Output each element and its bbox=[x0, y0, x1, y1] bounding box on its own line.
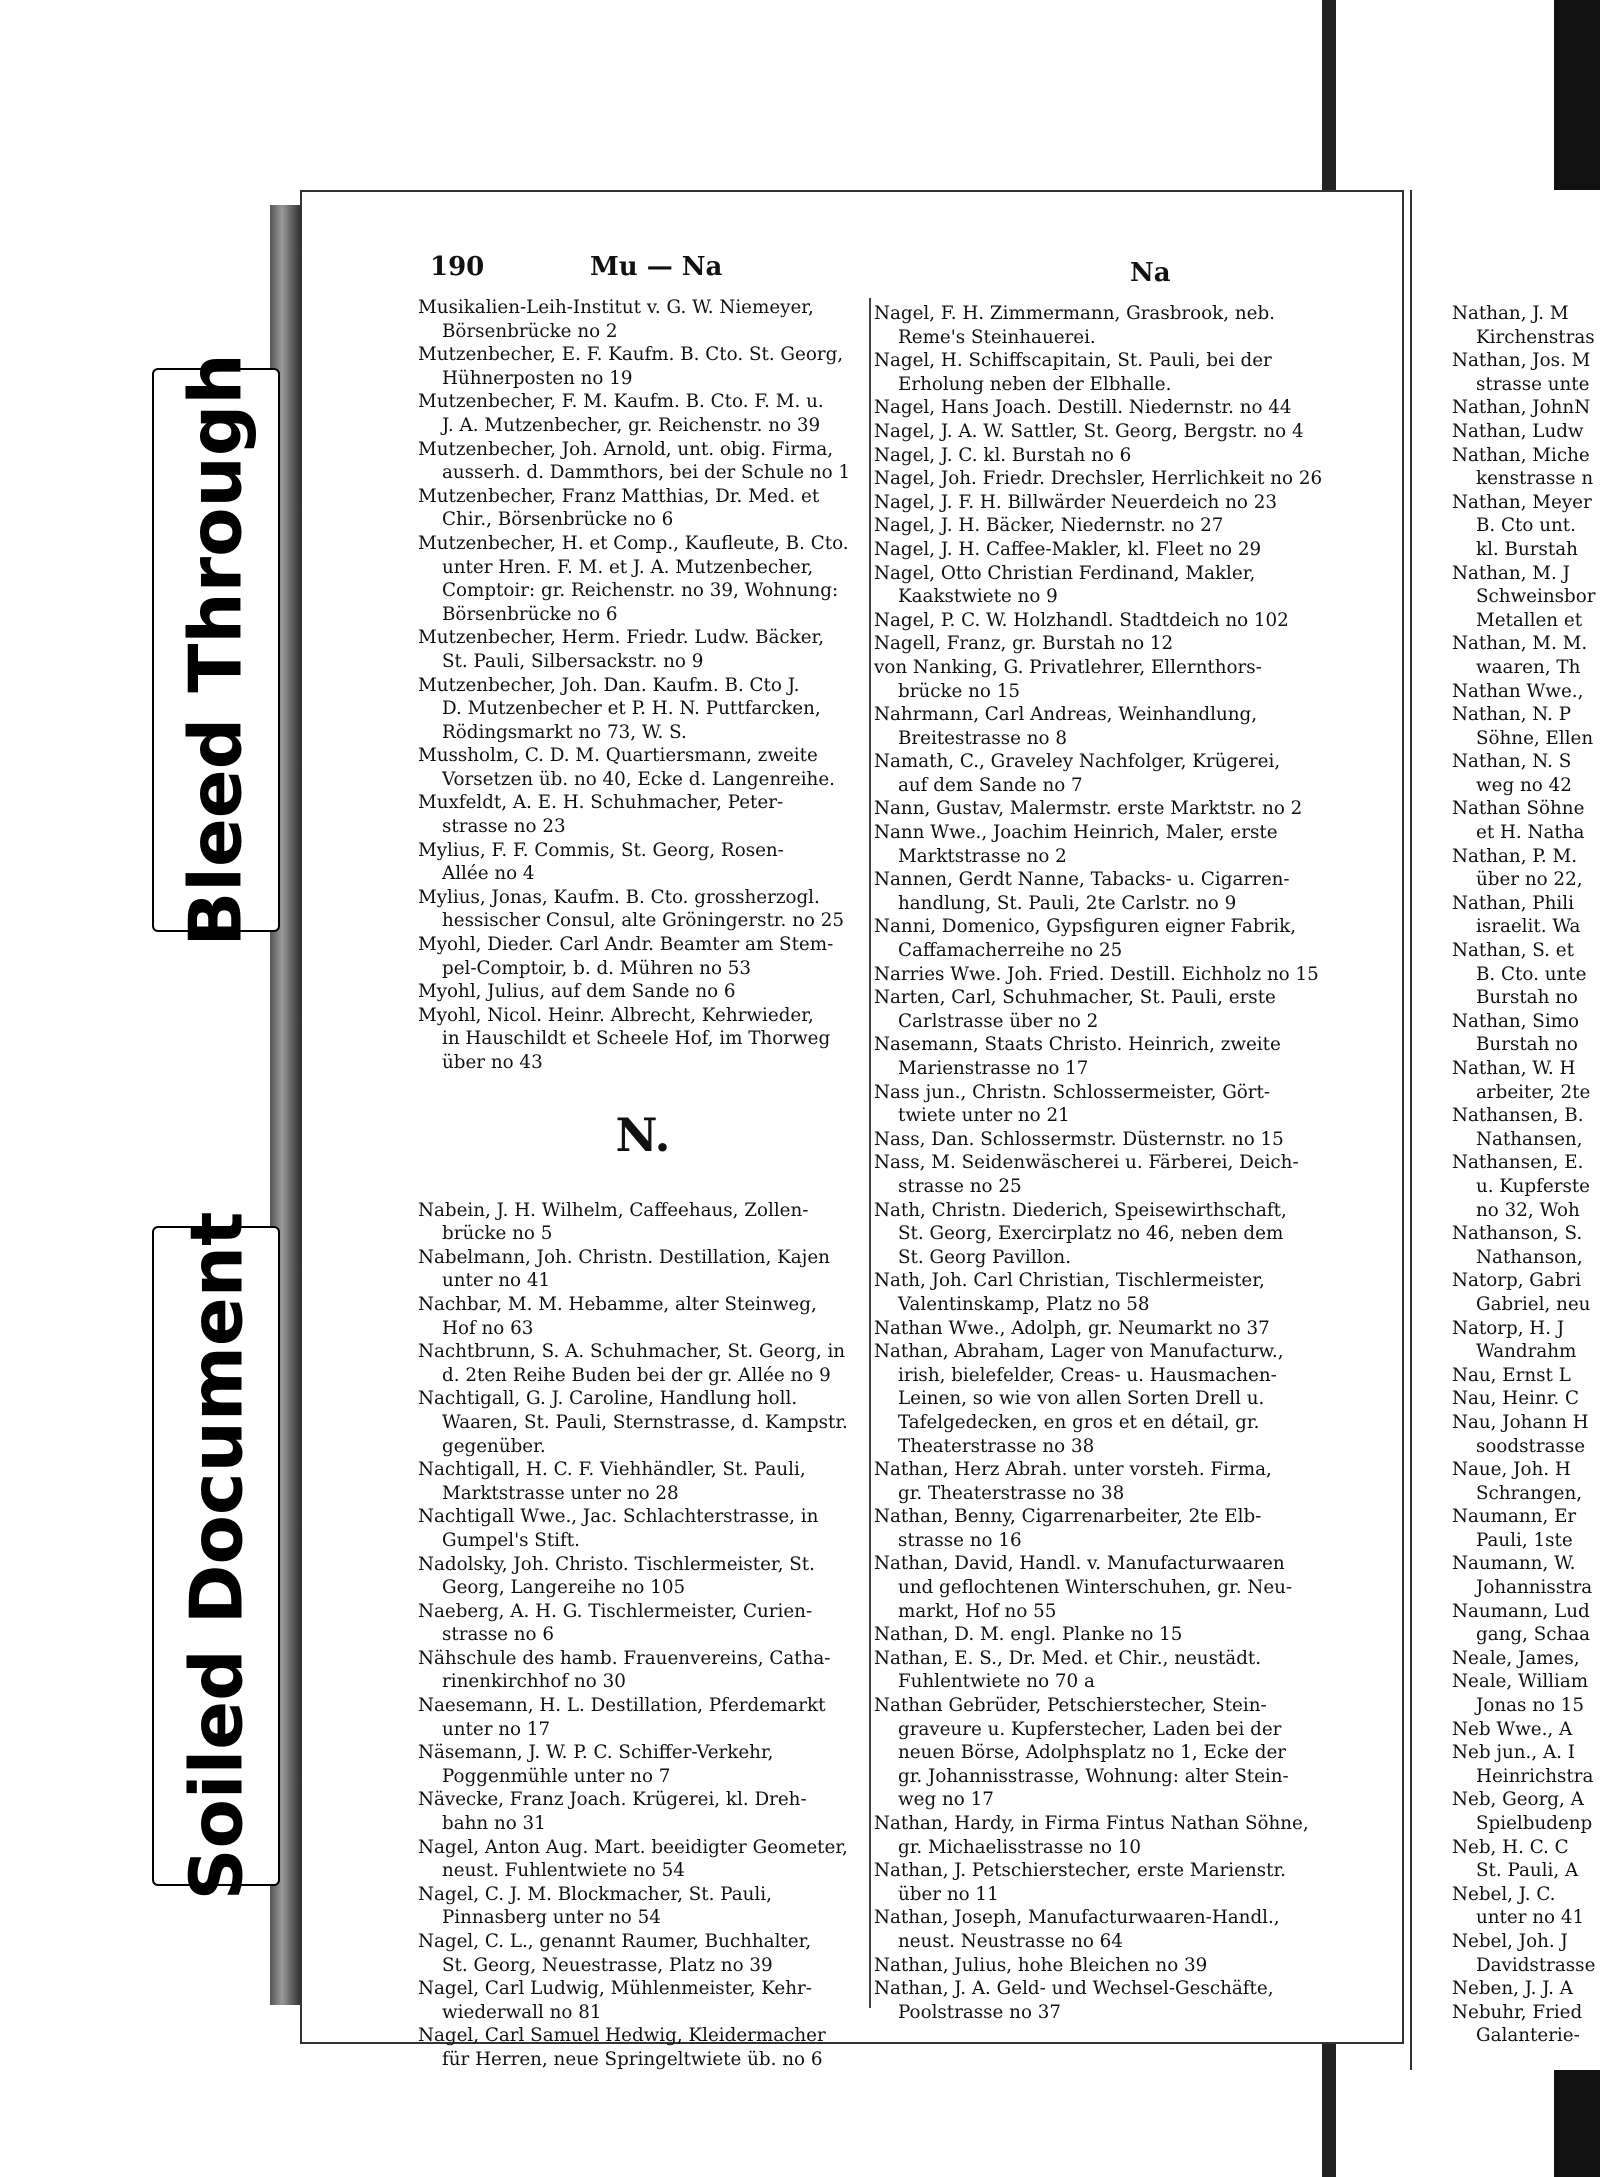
directory-line: Nadolsky, Joh. Christo. Tischlermeister, St. bbox=[418, 1553, 815, 1575]
directory-line: gr. Theaterstrasse no 38 bbox=[898, 1482, 1125, 1504]
directory-line: Naesemann, H. L. Destillation, Pferdemarkt bbox=[418, 1695, 826, 1717]
directory-line: Mutzenbecher, E. F. Kaufm. B. Cto. St. Georg, bbox=[418, 344, 844, 366]
directory-line: Marktstrasse no 2 bbox=[898, 845, 1067, 867]
directory-line: Mutzenbecher, Joh. Arnold, unt. obig. Firma, bbox=[418, 438, 834, 460]
directory-line: Nathan, P. M. bbox=[1452, 845, 1578, 867]
directory-line: Pinnasberg unter no 54 bbox=[442, 1907, 661, 1929]
directory-line: B. Cto unt. bbox=[1476, 515, 1576, 537]
directory-line: für Herren, neue Springeltwiete üb. no 6 bbox=[442, 2048, 823, 2070]
directory-line: Naumann, Lud bbox=[1452, 1600, 1590, 1622]
directory-line: Nathansen, B. bbox=[1452, 1105, 1584, 1127]
directory-line: Mylius, Jonas, Kaufm. B. Cto. grossherzogl. bbox=[418, 886, 820, 908]
directory-line: unter Hren. F. M. et J. A. Mutzenbecher, bbox=[442, 556, 814, 578]
directory-line: Neb, H. C. C bbox=[1452, 1836, 1569, 1858]
directory-line: Caffamacherreihe no 25 bbox=[898, 940, 1123, 962]
directory-line: Mutzenbecher, F. M. Kaufm. B. Cto. F. M. u. bbox=[418, 391, 824, 413]
directory-line: soodstrasse bbox=[1476, 1435, 1586, 1457]
directory-line: Leinen, so wie von allen Sorten Drell u. bbox=[898, 1388, 1265, 1410]
bleed-through-stamp bbox=[152, 353, 280, 947]
directory-line: Nathansen, bbox=[1476, 1128, 1583, 1150]
left-running-header: Mu — Na bbox=[590, 252, 723, 282]
directory-line: Nathan, Meyer bbox=[1452, 491, 1592, 513]
directory-line: Mutzenbecher, Joh. Dan. Kaufm. B. Cto J. bbox=[418, 674, 800, 696]
directory-line: Börsenbrücke no 2 bbox=[442, 320, 618, 342]
right-directory-column bbox=[874, 302, 1334, 2024]
directory-line: gang, Schaa bbox=[1476, 1624, 1591, 1646]
directory-line: Poggenmühle unter no 7 bbox=[442, 1765, 671, 1787]
directory-line: Nass jun., Christn. Schlossermeister, Gört- bbox=[874, 1081, 1271, 1103]
directory-line: Nagell, Franz, gr. Burstah no 12 bbox=[874, 633, 1174, 655]
directory-line: strasse no 23 bbox=[442, 816, 566, 838]
directory-line: Nachtigall Wwe., Jac. Schlachterstrasse, in bbox=[418, 1506, 819, 1528]
directory-line: Börsenbrücke no 6 bbox=[442, 603, 618, 625]
column-divider bbox=[869, 298, 871, 2008]
directory-line: Nachtigall, G. J. Caroline, Handlung holl. bbox=[418, 1388, 798, 1410]
directory-line: Nagel, Otto Christian Ferdinand, Makler, bbox=[874, 562, 1256, 584]
directory-line: strasse no 25 bbox=[898, 1175, 1022, 1197]
directory-line: Nabein, J. H. Wilhelm, Caffeehaus, Zollen- bbox=[418, 1199, 809, 1221]
directory-line: bahn no 31 bbox=[442, 1813, 546, 1835]
directory-line: Namath, C., Graveley Nachfolger, Krügerei, bbox=[874, 751, 1281, 773]
directory-line: Nann, Gustav, Malermstr. erste Marktstr. no 2 bbox=[874, 798, 1303, 820]
directory-line: Neale, James, bbox=[1452, 1647, 1580, 1669]
directory-line: Carlstrasse über no 2 bbox=[898, 1010, 1099, 1032]
directory-line: Nagel, J. H. Bäcker, Niedernstr. no 27 bbox=[874, 515, 1224, 537]
directory-line: Nagel, F. H. Zimmermann, Grasbrook, neb. bbox=[874, 303, 1275, 324]
directory-line: strasse no 6 bbox=[442, 1624, 554, 1646]
directory-line: Nathan Gebrüder, Petschierstecher, Stein- bbox=[874, 1695, 1267, 1717]
directory-line: Metallen et bbox=[1476, 609, 1583, 631]
directory-line: Marienstrasse no 17 bbox=[898, 1058, 1089, 1079]
directory-line: St. Georg, Exercirplatz no 46, neben dem bbox=[898, 1223, 1284, 1245]
directory-line: pel-Comptoir, b. d. Mühren no 53 bbox=[442, 957, 752, 979]
directory-line: von Nanking, G. Privatlehrer, Ellernthors- bbox=[874, 656, 1262, 678]
directory-line: neust. Neustrasse no 64 bbox=[898, 1930, 1123, 1952]
directory-line: neuen Börse, Adolphsplatz no 1, Ecke der bbox=[898, 1742, 1287, 1764]
section-letter: N. bbox=[615, 1107, 671, 1162]
directory-line: Nannen, Gerdt Nanne, Tabacks- u. Cigarren- bbox=[874, 869, 1290, 891]
directory-line: Galanterie- bbox=[1476, 2025, 1580, 2047]
directory-line: Neb jun., A. I bbox=[1452, 1742, 1576, 1764]
directory-line: Nathan, Jos. M bbox=[1452, 350, 1591, 372]
directory-line: no 32, Woh bbox=[1476, 1199, 1580, 1221]
directory-line: Nathan, J. M bbox=[1452, 303, 1569, 324]
directory-line: über no 22, bbox=[1476, 869, 1583, 891]
directory-line: israelit. Wa bbox=[1476, 916, 1581, 938]
directory-line: Nagel, Carl Ludwig, Mühlenmeister, Kehr- bbox=[418, 1978, 812, 2000]
directory-line: St. Georg, Neuestrasse, Platz no 39 bbox=[442, 1954, 773, 1976]
directory-line: Nathanson, bbox=[1476, 1246, 1583, 1268]
directory-line: Heinrichstra bbox=[1476, 1765, 1594, 1787]
directory-line: Myohl, Julius, auf dem Sande no 6 bbox=[418, 981, 736, 1003]
directory-line: Vorsetzen üb. no 40, Ecke d. Langenreihe. bbox=[442, 768, 835, 790]
directory-line: Myohl, Dieder. Carl Andr. Beamter am Stem- bbox=[418, 934, 834, 956]
directory-line: Nathan Wwe., Adolph, gr. Neumarkt no 37 bbox=[874, 1317, 1270, 1339]
directory-line: Nathan, J. Petschierstecher, erste Marienstr. bbox=[874, 1860, 1286, 1882]
directory-line: markt, Hof no 55 bbox=[898, 1600, 1057, 1622]
directory-line: Hühnerposten no 19 bbox=[442, 367, 633, 389]
directory-line: Nath, Christn. Diederich, Speisewirthschaft, bbox=[874, 1199, 1287, 1221]
directory-line: Georg, Langereihe no 105 bbox=[442, 1577, 686, 1599]
directory-line: Nathan, N. P bbox=[1452, 704, 1572, 726]
directory-line: Chir., Börsenbrücke no 6 bbox=[442, 509, 674, 531]
directory-line: Nagel, J. A. W. Sattler, St. Georg, Bergstr. no 4 bbox=[874, 420, 1304, 442]
directory-line: Naeberg, A. H. G. Tischlermeister, Curien- bbox=[418, 1600, 813, 1622]
directory-line: waaren, Th bbox=[1476, 656, 1581, 678]
directory-line: Waaren, St. Pauli, Sternstrasse, d. Kampstr. bbox=[442, 1411, 848, 1433]
page-number: 190 bbox=[430, 252, 485, 282]
directory-line: Naumann, W. bbox=[1452, 1553, 1576, 1575]
soiled-document-label: Soiled Document bbox=[174, 1211, 259, 1901]
directory-line: Nävecke, Franz Joach. Krügerei, kl. Dreh- bbox=[418, 1789, 807, 1811]
directory-line: Nähschule des hamb. Frauenvereins, Catha- bbox=[418, 1647, 831, 1669]
directory-line: Nathan, E. S., Dr. Med. et Chir., neustädt. bbox=[874, 1647, 1262, 1669]
directory-line: kl. Burstah bbox=[1476, 538, 1578, 560]
directory-line: Nabelmann, Joh. Christn. Destillation, Kajen bbox=[418, 1246, 830, 1268]
directory-line: auf dem Sande no 7 bbox=[898, 774, 1083, 796]
directory-line: wiederwall no 81 bbox=[442, 2001, 602, 2023]
directory-line: über no 11 bbox=[898, 1883, 999, 1905]
directory-line: twiete unter no 21 bbox=[898, 1105, 1070, 1127]
directory-line: Nathanson, S. bbox=[1452, 1223, 1583, 1245]
directory-line: Musikalien-Leih-Institut v. G. W. Niemeyer, bbox=[418, 297, 814, 318]
directory-line: Nagel, P. C. W. Holzhandl. Stadtdeich no 102 bbox=[874, 609, 1289, 631]
soiled-document-stamp bbox=[152, 1211, 280, 1901]
directory-line: Nathan Söhne bbox=[1452, 798, 1585, 820]
directory-line: Burstah no bbox=[1476, 1034, 1578, 1056]
directory-line: St. Georg Pavillon. bbox=[898, 1246, 1072, 1268]
directory-line: Nagel, J. C. kl. Burstah no 6 bbox=[874, 444, 1132, 466]
directory-line: Nathan, JohnN bbox=[1452, 397, 1591, 419]
directory-line: Gabriel, neu bbox=[1476, 1293, 1591, 1315]
directory-line: Theaterstrasse no 38 bbox=[898, 1435, 1095, 1457]
directory-line: Näsemann, J. W. P. C. Schiffer-Verkehr, bbox=[418, 1742, 774, 1764]
directory-line: kenstrasse n bbox=[1476, 468, 1594, 490]
directory-line: Nathansen, E. bbox=[1452, 1152, 1584, 1174]
directory-line: Gumpel's Stift. bbox=[442, 1529, 580, 1551]
directory-line: unter no 41 bbox=[1476, 1907, 1585, 1929]
directory-line: Nachbar, M. M. Hebamme, alter Steinweg, bbox=[418, 1293, 817, 1315]
directory-line: Mylius, F. F. Commis, St. Georg, Rosen- bbox=[418, 839, 784, 861]
directory-line: und geflochtenen Winterschuhen, gr. Neu- bbox=[898, 1577, 1293, 1599]
directory-line: Hof no 63 bbox=[442, 1317, 534, 1339]
directory-line: strasse no 16 bbox=[898, 1529, 1022, 1551]
directory-line: Reme's Steinhauerei. bbox=[898, 326, 1096, 348]
directory-line: arbeiter, 2te bbox=[1476, 1081, 1591, 1103]
directory-line: in Hauschildt et Scheele Hof, im Thorweg bbox=[442, 1028, 831, 1050]
directory-line: Nanni, Domenico, Gypsfiguren eigner Fabrik, bbox=[874, 916, 1297, 938]
directory-line: Nebel, Joh. J bbox=[1452, 1930, 1568, 1952]
directory-line: Marktstrasse unter no 28 bbox=[442, 1482, 679, 1504]
directory-line: Kirchenstras bbox=[1476, 326, 1595, 348]
directory-line: Nathan, Miche bbox=[1452, 444, 1590, 466]
directory-line: Nathan, N. S bbox=[1452, 751, 1572, 773]
directory-line: ausserh. d. Dammthors, bei der Schule no 1 bbox=[442, 462, 851, 484]
directory-line: Nass, Dan. Schlossermstr. Düsternstr. no 15 bbox=[874, 1128, 1284, 1150]
left-directory-column bbox=[418, 296, 868, 2072]
directory-line: neust. Fuhlentwiete no 54 bbox=[442, 1860, 685, 1882]
directory-line: Nau, Ernst L bbox=[1452, 1364, 1571, 1386]
directory-line: Schrangen, bbox=[1476, 1482, 1583, 1504]
directory-line: Nathan, Simo bbox=[1452, 1010, 1580, 1032]
directory-line: Narten, Carl, Schuhmacher, St. Pauli, erste bbox=[874, 987, 1276, 1009]
directory-line: gr. Michaelisstrasse no 10 bbox=[898, 1836, 1142, 1858]
directory-line: Neb Wwe., A bbox=[1452, 1718, 1573, 1740]
directory-line: Nathan, Abraham, Lager von Manufacturw., bbox=[874, 1341, 1284, 1363]
directory-line: Naumann, Er bbox=[1452, 1506, 1577, 1528]
bleed-through-label: Bleed Through bbox=[174, 353, 259, 947]
directory-line: rinenkirchhof no 30 bbox=[442, 1671, 626, 1693]
directory-line: hessischer Consul, alte Gröningerstr. no 25 bbox=[442, 910, 845, 932]
directory-line: Muxfeldt, A. E. H. Schuhmacher, Peter- bbox=[418, 792, 784, 814]
directory-line: Tafelgedecken, en gros et en détail, gr. bbox=[898, 1411, 1260, 1433]
directory-line: Fuhlentwiete no 70 a bbox=[898, 1671, 1095, 1693]
directory-line: Johannisstra bbox=[1476, 1577, 1593, 1599]
directory-line: Nann Wwe., Joachim Heinrich, Maler, erste bbox=[874, 822, 1278, 844]
directory-line: Allée no 4 bbox=[442, 863, 535, 885]
directory-line: Nathan, Julius, hohe Bleichen no 39 bbox=[874, 1954, 1208, 1976]
directory-line: irish, bielefelder, Creas- u. Hausmachen- bbox=[898, 1364, 1277, 1386]
directory-line: Erholung neben der Elbhalle. bbox=[898, 373, 1172, 395]
directory-line: Nass, M. Seidenwäscherei u. Färberei, Deich- bbox=[874, 1152, 1299, 1174]
directory-line: Breitestrasse no 8 bbox=[898, 727, 1067, 749]
directory-line: Nagel, Anton Aug. Mart. beeidigter Geometer, bbox=[418, 1836, 848, 1858]
directory-line: Myohl, Nicol. Heinr. Albrecht, Kehrwieder, bbox=[418, 1004, 814, 1026]
directory-line: Nagel, C. J. M. Blockmacher, St. Pauli, bbox=[418, 1883, 772, 1905]
directory-line: Nathan, M. J bbox=[1452, 562, 1570, 584]
directory-line: Nebel, J. C. bbox=[1452, 1883, 1556, 1905]
right-running-header: Na bbox=[1130, 258, 1171, 288]
directory-line: Davidstrasse bbox=[1476, 1954, 1596, 1976]
directory-line: Nathan, Joseph, Manufacturwaaren-Handl., bbox=[874, 1907, 1280, 1929]
directory-line: d. 2ten Reihe Buden bei der gr. Allée no 9 bbox=[442, 1364, 831, 1386]
directory-line: Naue, Joh. H bbox=[1452, 1459, 1571, 1481]
directory-line: Söhne, Ellen bbox=[1476, 727, 1594, 749]
directory-line: Nathan Wwe., bbox=[1452, 680, 1584, 702]
directory-line: D. Mutzenbecher et P. H. N. Puttfarcken, bbox=[442, 698, 821, 720]
directory-line: Nathan, W. H bbox=[1452, 1058, 1576, 1079]
directory-line: Nagel, Hans Joach. Destill. Niedernstr. no 44 bbox=[874, 397, 1292, 419]
directory-line: et H. Natha bbox=[1476, 822, 1585, 844]
directory-line: Nathan, David, Handl. v. Manufacturwaaren bbox=[874, 1553, 1285, 1575]
directory-line: brücke no 5 bbox=[442, 1223, 553, 1245]
directory-line: Mutzenbecher, Franz Matthias, Dr. Med. et bbox=[418, 485, 820, 507]
directory-line: strasse unte bbox=[1476, 373, 1590, 395]
directory-line: Mutzenbecher, H. et Comp., Kaufleute, B. Cto. bbox=[418, 532, 849, 554]
directory-line: Schweinsbor bbox=[1476, 586, 1596, 608]
directory-line: Nagel, Joh. Friedr. Drechsler, Herrlichkeit no 26 bbox=[874, 468, 1323, 490]
directory-line: Nau, Heinr. C bbox=[1452, 1388, 1580, 1410]
directory-line: Nathan, M. M. bbox=[1452, 633, 1588, 655]
directory-line: Nathan, Phili bbox=[1452, 892, 1574, 914]
directory-line: u. Kupferste bbox=[1476, 1175, 1590, 1197]
directory-line: Natorp, Gabri bbox=[1452, 1270, 1582, 1292]
directory-line: Nath, Joh. Carl Christian, Tischlermeister, bbox=[874, 1270, 1265, 1292]
directory-line: weg no 17 bbox=[898, 1789, 994, 1811]
directory-line: Nathan, Hardy, in Firma Fintus Nathan Söhne, bbox=[874, 1813, 1309, 1834]
directory-line: Valentinskamp, Platz no 58 bbox=[898, 1293, 1150, 1315]
directory-line: weg no 42 bbox=[1476, 774, 1572, 796]
directory-line: unter no 17 bbox=[442, 1718, 551, 1740]
directory-line: gegenüber. bbox=[442, 1435, 546, 1457]
directory-line: B. Cto. unte bbox=[1476, 963, 1587, 985]
directory-line: St. Pauli, A bbox=[1476, 1860, 1579, 1882]
directory-line: gr. Johannisstrasse, Wohnung: alter Stein- bbox=[898, 1765, 1289, 1787]
directory-line: Nagel, C. L., genannt Raumer, Buchhalter, bbox=[418, 1931, 812, 1952]
directory-line: Nagel, J. F. H. Billwärder Neuerdeich no 23 bbox=[874, 491, 1277, 513]
directory-line: Nathan, Benny, Cigarrenarbeiter, 2te Elb- bbox=[874, 1506, 1262, 1528]
directory-line: Comptoir: gr. Reichenstr. no 39, Wohnung: bbox=[442, 580, 839, 602]
directory-line: Nathan, D. M. engl. Planke no 15 bbox=[874, 1624, 1183, 1646]
directory-line: brücke no 15 bbox=[898, 680, 1021, 702]
directory-line: Nathan, S. et bbox=[1452, 940, 1574, 962]
directory-line: unter no 41 bbox=[442, 1270, 551, 1292]
directory-line: Jonas no 15 bbox=[1476, 1695, 1585, 1717]
directory-line: Neben, J. J. A bbox=[1452, 1978, 1573, 2000]
directory-line: Nagel, J. H. Caffee-Makler, kl. Fleet no 29 bbox=[874, 538, 1262, 560]
directory-line: Nahrmann, Carl Andreas, Weinhandlung, bbox=[874, 704, 1258, 726]
directory-line: Nau, Johann H bbox=[1452, 1411, 1589, 1433]
directory-line: graveure u. Kupferstecher, Laden bei der bbox=[898, 1718, 1282, 1740]
directory-line: Burstah no bbox=[1476, 987, 1578, 1009]
directory-line: Nachtbrunn, S. A. Schuhmacher, St. Georg, in bbox=[418, 1341, 846, 1363]
directory-line: über no 43 bbox=[442, 1052, 543, 1073]
directory-line: J. A. Mutzenbecher, gr. Reichenstr. no 39 bbox=[442, 414, 821, 436]
directory-line: Rödingsmarkt no 73, W. S. bbox=[442, 721, 687, 743]
directory-line: Narries Wwe. Joh. Fried. Destill. Eichholz no 15 bbox=[874, 963, 1319, 985]
directory-line: Spielbudenp bbox=[1476, 1813, 1593, 1834]
directory-line: Pauli, 1ste bbox=[1476, 1529, 1573, 1551]
directory-line: Nachtigall, H. C. F. Viehhändler, St. Pauli, bbox=[418, 1459, 806, 1481]
next-page-column bbox=[1452, 302, 1595, 2048]
directory-line: handlung, St. Pauli, 2te Carlstr. no 9 bbox=[898, 892, 1237, 914]
directory-line: Neb, Georg, A bbox=[1452, 1789, 1584, 1811]
directory-line: Nagel, Carl Samuel Hedwig, Kleidermacher bbox=[418, 2025, 826, 2047]
directory-line: Nebuhr, Fried bbox=[1452, 2001, 1583, 2023]
directory-line: Nagel, H. Schiffscapitain, St. Pauli, bei der bbox=[874, 350, 1272, 372]
directory-line: Nathan, Herz Abrah. unter vorsteh. Firma, bbox=[874, 1459, 1272, 1481]
directory-line: Nathan, J. A. Geld- und Wechsel-Geschäfte, bbox=[874, 1978, 1274, 2000]
directory-line: Mussholm, C. D. M. Quartiersmann, zweite bbox=[418, 745, 818, 767]
directory-line: Natorp, H. J bbox=[1452, 1317, 1565, 1339]
directory-line: Nathan, Ludw bbox=[1452, 420, 1584, 442]
directory-line: St. Pauli, Silbersackstr. no 9 bbox=[442, 650, 704, 672]
directory-line: Wandrahm bbox=[1476, 1341, 1577, 1363]
directory-line: Poolstrasse no 37 bbox=[898, 2001, 1062, 2023]
directory-line: Mutzenbecher, Herm. Friedr. Ludw. Bäcker, bbox=[418, 627, 825, 649]
directory-line: Nasemann, Staats Christo. Heinrich, zweite bbox=[874, 1034, 1281, 1056]
directory-line: Neale, William bbox=[1452, 1671, 1589, 1693]
directory-line: Kaakstwiete no 9 bbox=[898, 586, 1058, 608]
